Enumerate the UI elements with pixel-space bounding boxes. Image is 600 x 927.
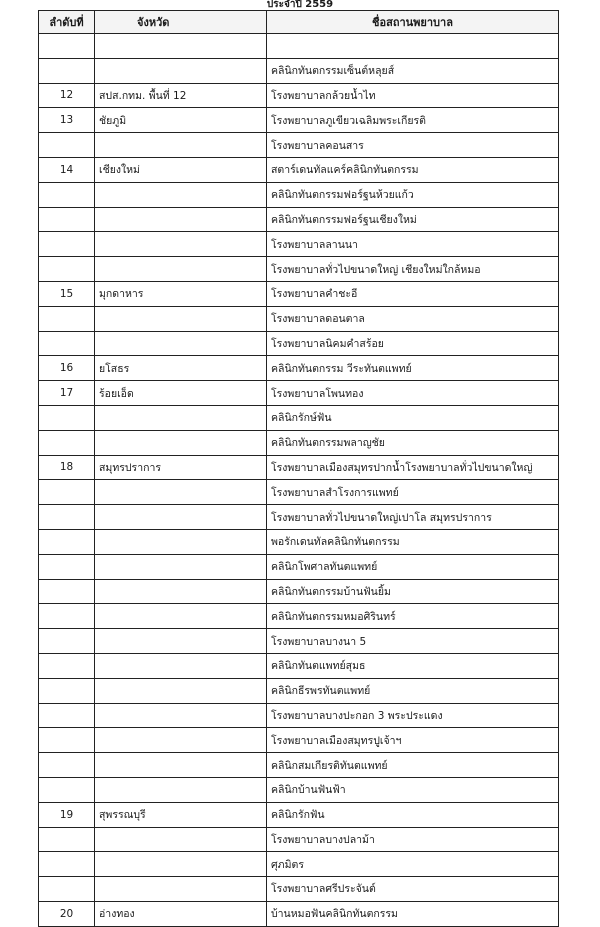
facility-name-cell: โรงพยาบาลกล้วยน้ำไท — [267, 83, 559, 108]
order-number-cell — [39, 133, 95, 158]
facility-name-cell: คลินิกรักษ์ฟัน — [267, 405, 559, 430]
facility-name-cell: โรงพยาบาลบางนา 5 — [267, 629, 559, 654]
facility-name-cell: คลินิกธีรพรทันตแพทย์ — [267, 678, 559, 703]
order-number-cell — [39, 331, 95, 356]
table-row — [39, 901, 559, 926]
facility-table — [38, 10, 559, 927]
province-cell — [95, 505, 267, 530]
order-number-cell — [39, 58, 95, 83]
table-row — [39, 356, 559, 381]
facility-name-cell: โรงพยาบาลลานนา — [267, 232, 559, 257]
province-cell — [95, 58, 267, 83]
province-cell — [95, 827, 267, 852]
facility-name-cell: โรงพยาบาลดอนตาล — [267, 306, 559, 331]
table-row — [39, 529, 559, 554]
facility-name-cell: คลินิกโพศาลทันตแพทย์ — [267, 554, 559, 579]
table-row — [39, 157, 559, 182]
province-cell — [95, 554, 267, 579]
facility-name-cell: คลินิกทันตแพทย์สุมธ — [267, 653, 559, 678]
order-number-cell — [39, 579, 95, 604]
table-row — [39, 430, 559, 455]
order-number-cell — [39, 678, 95, 703]
table-row — [39, 579, 559, 604]
province-cell: อ่างทอง — [95, 901, 267, 926]
order-number-cell — [39, 777, 95, 802]
order-number-cell — [39, 232, 95, 257]
facility-name-cell: โรงพยาบาลทั่วไปขนาดใหญ่เปาโล สมุทรปราการ — [267, 505, 559, 530]
province-cell — [95, 232, 267, 257]
province-cell — [95, 34, 267, 59]
table-row — [39, 405, 559, 430]
table-row — [39, 381, 559, 406]
header-order-number: ลำดับที่ — [39, 11, 95, 34]
facility-name-cell: โรงพยาบาลภูเขียวเฉลิมพระเกียรติ — [267, 108, 559, 133]
province-cell — [95, 852, 267, 877]
order-number-cell — [39, 430, 95, 455]
province-cell — [95, 529, 267, 554]
province-cell: ยโสธร — [95, 356, 267, 381]
order-number-cell — [39, 182, 95, 207]
order-number-cell: 19 — [39, 802, 95, 827]
facility-name-cell: บ้านหมอฟันคลินิกทันตกรรม — [267, 901, 559, 926]
table-row — [39, 629, 559, 654]
province-cell: ร้อยเอ็ด — [95, 381, 267, 406]
facility-name-cell: คลินิกทันตกรรมพลาญชัย — [267, 430, 559, 455]
province-cell — [95, 133, 267, 158]
order-number-cell — [39, 728, 95, 753]
order-number-cell: 15 — [39, 281, 95, 306]
province-cell — [95, 877, 267, 902]
facility-name-cell: สตาร์เดนทัลแคร์คลินิกทันตกรรม — [267, 157, 559, 182]
table-row — [39, 34, 559, 59]
facility-name-cell: โรงพยาบาลเมืองสมุทรปากน้ำโรงพยาบาลทั่วไปขนาดใหญ่ — [267, 455, 559, 480]
order-number-cell — [39, 34, 95, 59]
province-cell — [95, 306, 267, 331]
table-row — [39, 133, 559, 158]
order-number-cell — [39, 306, 95, 331]
facility-name-cell: คลินิกทันตกรรมฟอร์ฐนห้วยแก้ว — [267, 182, 559, 207]
table-row — [39, 207, 559, 232]
table-row — [39, 455, 559, 480]
table-row — [39, 777, 559, 802]
table-row — [39, 728, 559, 753]
order-number-cell — [39, 554, 95, 579]
province-cell — [95, 480, 267, 505]
order-number-cell: 13 — [39, 108, 95, 133]
facility-name-cell: พอรักเดนทัลคลินิกทันตกรรม — [267, 529, 559, 554]
facility-name-cell: โรงพยาบาลศรีประจันต์ — [267, 877, 559, 902]
table-row — [39, 58, 559, 83]
table-row — [39, 480, 559, 505]
table-row — [39, 83, 559, 108]
facility-name-cell: โรงพยาบาลทั่วไปขนาดใหญ่ เชียงใหม่ใกล้หมอ — [267, 257, 559, 282]
facility-name-cell: คลินิกสมเกียรติทันตแพทย์ — [267, 753, 559, 778]
facility-name-cell: คลินิกทันตกรรมเซ็นต์หลุยส์ — [267, 58, 559, 83]
table-header — [39, 11, 559, 34]
table-row — [39, 281, 559, 306]
table-row — [39, 802, 559, 827]
table-row — [39, 554, 559, 579]
header-row — [39, 11, 559, 34]
document-caption: ประจำปี 2559 — [266, 0, 334, 10]
province-cell — [95, 629, 267, 654]
table-row — [39, 257, 559, 282]
facility-name-cell: โรงพยาบาลบางปลาม้า — [267, 827, 559, 852]
facility-name-cell: คลินิกทันตกรรมบ้านฟันยิ้ม — [267, 579, 559, 604]
province-cell — [95, 430, 267, 455]
province-cell — [95, 678, 267, 703]
province-cell — [95, 728, 267, 753]
province-cell: มุกดาหาร — [95, 281, 267, 306]
header-province: จังหวัด — [95, 11, 267, 34]
facility-name-cell: คลินิกทันตกรรมฟอร์ฐนเชียงใหม่ — [267, 207, 559, 232]
facility-name-cell: โรงพยาบาลโพนทอง — [267, 381, 559, 406]
table-row — [39, 306, 559, 331]
province-cell: เชียงใหม่ — [95, 157, 267, 182]
facility-name-cell: คลินิกทันตกรรม วีระทันตแพทย์ — [267, 356, 559, 381]
order-number-cell — [39, 207, 95, 232]
order-number-cell: 20 — [39, 901, 95, 926]
table-row — [39, 505, 559, 530]
facility-name-cell: คลินิกรักฟัน — [267, 802, 559, 827]
province-cell: สุพรรณบุรี — [95, 802, 267, 827]
province-cell — [95, 182, 267, 207]
province-cell — [95, 753, 267, 778]
table-row — [39, 108, 559, 133]
province-cell — [95, 777, 267, 802]
order-number-cell: 12 — [39, 83, 95, 108]
order-number-cell — [39, 629, 95, 654]
facility-name-cell: โรงพยาบาลเมืองสมุทรปูเจ้าฯ — [267, 728, 559, 753]
facility-name-cell: ศุภมิตร — [267, 852, 559, 877]
order-number-cell — [39, 529, 95, 554]
order-number-cell — [39, 753, 95, 778]
facility-name-cell: โรงพยาบาลคำชะอี — [267, 281, 559, 306]
table-row — [39, 653, 559, 678]
facility-name-cell — [267, 34, 559, 59]
order-number-cell — [39, 480, 95, 505]
order-number-cell: 14 — [39, 157, 95, 182]
order-number-cell — [39, 703, 95, 728]
order-number-cell — [39, 653, 95, 678]
table-row — [39, 703, 559, 728]
province-cell: ชัยภูมิ — [95, 108, 267, 133]
header-facility-name: ชื่อสถานพยาบาล — [267, 11, 559, 34]
facility-name-cell: โรงพยาบาลคอนสาร — [267, 133, 559, 158]
order-number-cell: 18 — [39, 455, 95, 480]
facility-name-cell: คลินิกบ้านฟันฟ้า — [267, 777, 559, 802]
order-number-cell — [39, 604, 95, 629]
order-number-cell — [39, 405, 95, 430]
facility-name-cell: โรงพยาบาลนิคมคำสร้อย — [267, 331, 559, 356]
order-number-cell: 16 — [39, 356, 95, 381]
province-cell — [95, 207, 267, 232]
facility-name-cell: โรงพยาบาลบางปะกอก 3 พระประแดง — [267, 703, 559, 728]
table-row — [39, 678, 559, 703]
table-row — [39, 604, 559, 629]
order-number-cell — [39, 852, 95, 877]
table-row — [39, 331, 559, 356]
province-cell — [95, 579, 267, 604]
table-row — [39, 232, 559, 257]
province-cell — [95, 653, 267, 678]
province-cell — [95, 703, 267, 728]
province-cell — [95, 331, 267, 356]
order-number-cell — [39, 257, 95, 282]
province-cell — [95, 604, 267, 629]
province-cell — [95, 257, 267, 282]
province-cell — [95, 405, 267, 430]
facility-name-cell: คลินิกทันตกรรมหมอศิรินทร์ — [267, 604, 559, 629]
table-row — [39, 182, 559, 207]
table-row — [39, 827, 559, 852]
order-number-cell — [39, 505, 95, 530]
order-number-cell: 17 — [39, 381, 95, 406]
table-row — [39, 852, 559, 877]
order-number-cell — [39, 827, 95, 852]
province-cell: สมุทรปราการ — [95, 455, 267, 480]
table-row — [39, 753, 559, 778]
order-number-cell — [39, 877, 95, 902]
table-row — [39, 877, 559, 902]
facility-name-cell: โรงพยาบาลสำโรงการแพทย์ — [267, 480, 559, 505]
province-cell: สปส.กทม. พื้นที่ 12 — [95, 83, 267, 108]
table-body — [39, 34, 559, 927]
